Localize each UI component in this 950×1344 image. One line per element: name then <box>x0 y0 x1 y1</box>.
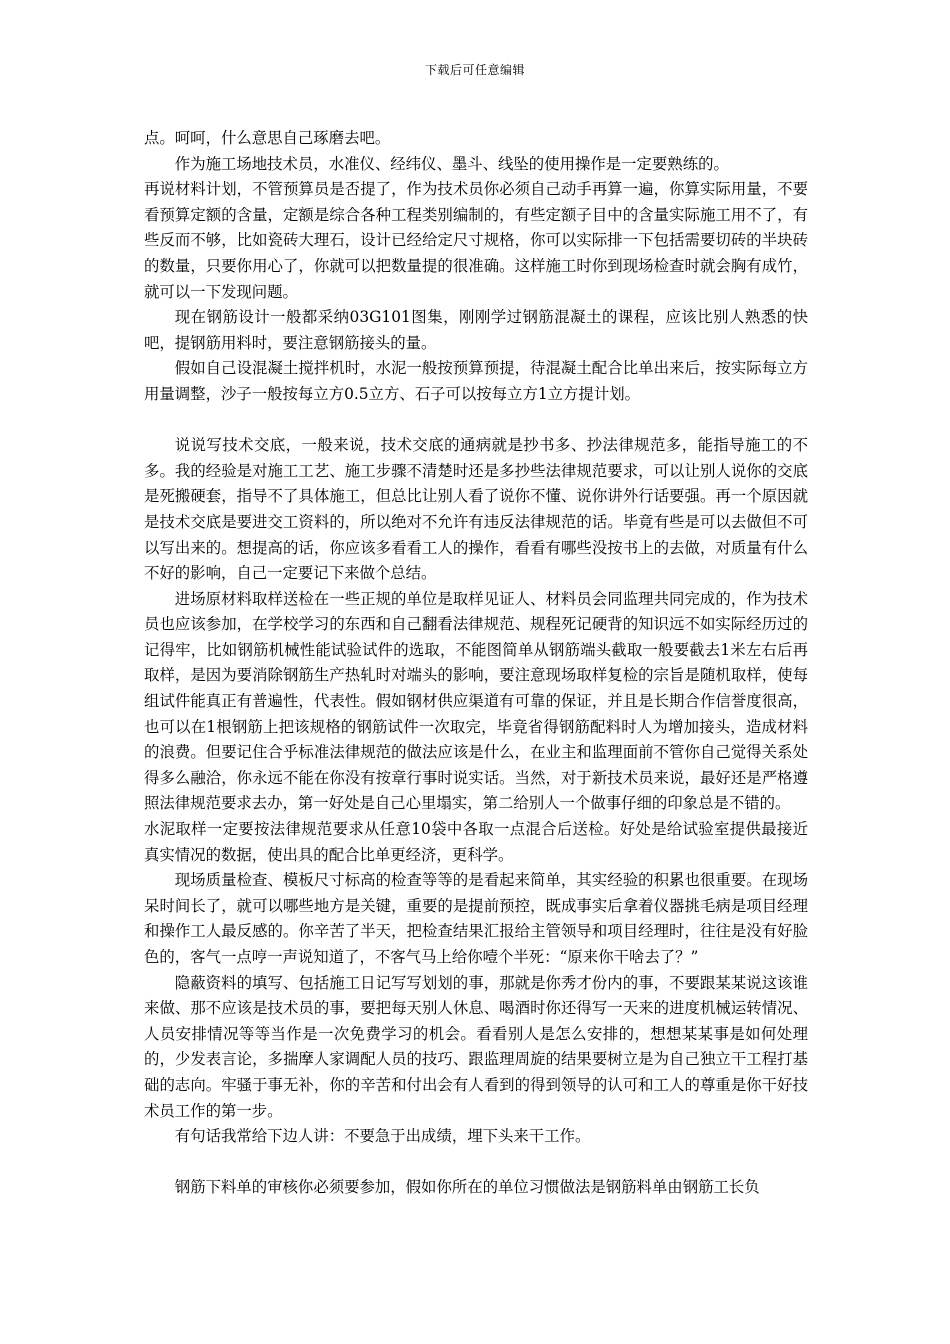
paragraph: 假如自己设混凝土搅拌机时，水泥一般按预算预提，待混凝土配合比单出来后，按实际每立方用量调整，沙子一般按每立方0.5立方、石子可以按每立方1立方提计划。 <box>144 359 808 403</box>
paragraph: 现场质量检查、模板尺寸标高的检查等等的是看起来简单，其实经验的积累也很重要。在现场呆时间长了，就可以哪些地方是关键，重要的是提前预控，既成事实后拿着仪器挑毛病是项目经理和操作工人最反感的。你辛苦了半天，把检查结果汇报给主管领导和项目经理时，往往是没有好脸色的，客气一点哼一声说知道了，不客气马上给你噎个半死：“原来你干啥去了？” <box>144 871 808 966</box>
paragraph: 现在钢筋设计一般都采纳03G101图集，刚刚学过钢筋混凝土的课程，应该比别人熟悉的快吧，提钢筋用料时，要注意钢筋接头的量。 <box>144 308 808 352</box>
paragraph: 水泥取样一定要按法律规范要求从任意10袋中各取一点混合后送检。好处是给试验室提供最接近真实情况的数据，使出具的配合比单更经济，更科学。 <box>144 820 808 864</box>
page-header: 下载后可任意编辑 <box>424 63 525 77</box>
paragraph: 隐蔽资料的填写、包括施工日记写写划划的事，那就是你秀才份内的事，不要跟某某说这该谁来做、那不应该是技术员的事，要把每天别人休息、喝酒时你还得写一天来的进度机械运转情况、人员安排情况等等当作是一次免费学习的机会。看看别人是怎么安排的，想想某某事是如何处理的，少发表言论，多揣摩人家调配人员的技巧、跟监理周旋的结果要树立是为自己独立干工程打基础的志向。牢骚于事无补，你的辛苦和付出会有人看到的得到领导的认可和工人的尊重是你干好技术员工作的第一步。 <box>144 973 808 1120</box>
paragraph: 作为施工场地技术员，水准仪、经纬仪、墨斗、线坠的使用操作是一定要熟练的。 <box>174 154 729 173</box>
paragraph: 点。呵呵，什么意思自己琢磨去吧。 <box>144 129 391 147</box>
paragraph: 再说材料计划，不管预算员是否提了，作为技术员你必须自己动手再算一遍，你算实际用量，不要看预算定额的含量，定额是综合各种工程类别编制的，有些定额子目中的含量实际施工用不了，有些反而不够，比如瓷砖大理石，设计已经给定尺寸规格，你可以实际排一下包括需要切砖的半块砖的数量，只要你用心了，你就可以把数量提的很准确。这样施工时你到现场检查时就会胸有成竹，就可以一下发现问题。 <box>144 180 808 301</box>
paragraph: 有句话我常给下边人讲：不要急于出成绩，埋下头来干工作。 <box>174 1127 591 1146</box>
paragraph: 钢筋下料单的审核你必须要参加，假如你所在的单位习惯做法是钢筋料单由钢筋工长负 <box>174 1178 760 1197</box>
paragraph-gap <box>144 408 808 434</box>
paragraph: 说说写技术交底，一般来说，技术交底的通病就是抄书多、抄法律规范多，能指导施工的不多。我的经验是对施工工艺、施工步骤不清楚时还是多抄些法律规范要求，可以让别人说你的交底是死搬硬套，指导不了具体施工，但总比让别人看了说你不懂、说你讲外行话要强。再一个原因就是技术交底是要进交工资料的，所以绝对不允许有违反法律规范的话。毕竟有些是可以去做但不可以写出来的。想提高的话，你应该多看看工人的操作，看看有哪些没按书上的去做，对质量有什么不好的影响，自己一定要记下来做个总结。 <box>144 436 808 583</box>
document-body <box>144 126 808 1201</box>
paragraph: 进场原材料取样送检在一些正规的单位是取样见证人、材料员会同监理共同完成的，作为技术员也应该参加，在学校学习的东西和自己翻看法律规范、规程死记硬背的知识远不如实际经历过的记得牢，比如钢筋机械性能试验试件的选取，不能图简单从钢筋端头截取一般要截去1米左右后再取样，是因为要消除钢筋生产热轧时对端头的影响，要注意现场取样复检的宗旨是随机取样，使每组试件能真正有普遍性，代表性。假如钢材供应渠道有可靠的保证，并且是长期合作信誉度很高，也可以在1根钢筋上把该规格的钢筋试件一次取完，毕竟省得钢筋配料时人为增加接头，造成材料的浪费。但要记住合乎标准法律规范的做法应该是什么，在业主和监理面前不管你自己觉得关系处得多么融洽，你永远不能在你没有按章行事时说实话。当然，对于新技术员来说，最好还是严格遵照法律规范要求去办，第一好处是自己心里塌实，第二给别人一个做事仔细的印象总是不错的。 <box>144 589 808 813</box>
paragraph-gap <box>144 1150 808 1176</box>
